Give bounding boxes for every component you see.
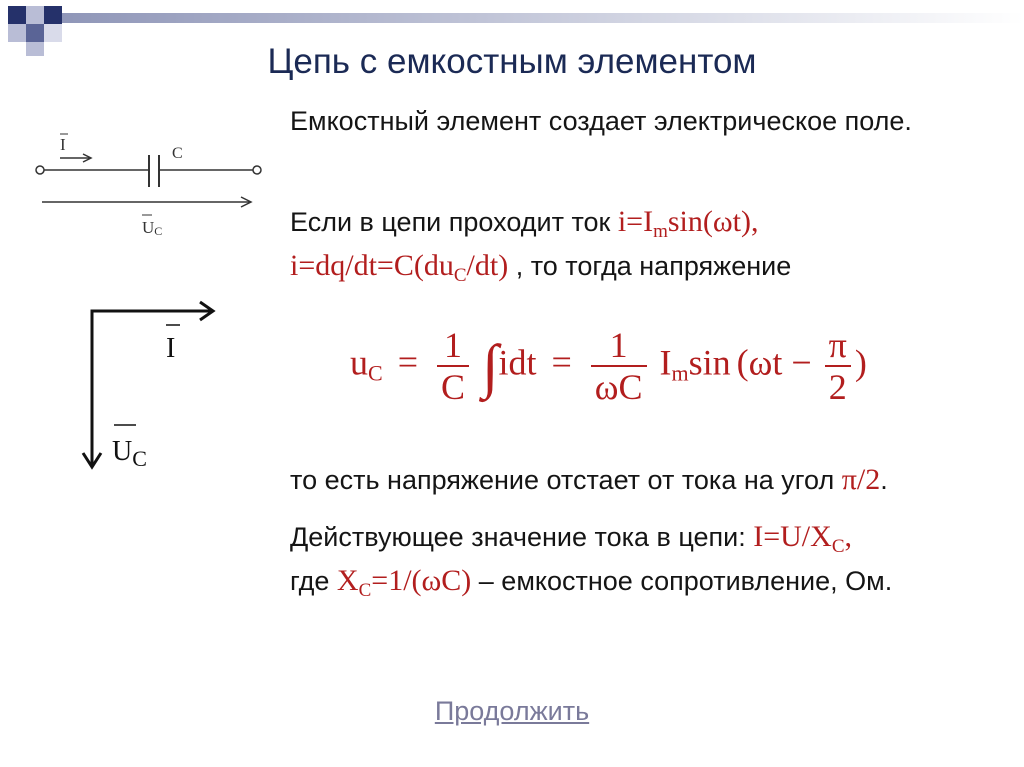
slide-title: Цепь с емкостным элементом <box>267 42 757 81</box>
integral-sign: ∫ <box>482 333 499 399</box>
paragraph-current <box>290 200 990 288</box>
fraction-1-over-c: $\frac{1}{C}$ <box>437 325 469 407</box>
effective-current-formula: $I=U/X_C$, <box>753 520 852 557</box>
continue-link[interactable]: Продолжить <box>434 696 590 726</box>
phasor-voltage-label: $U_C$ <box>112 436 147 471</box>
current-text-b: , то тогда напряжение <box>508 251 792 281</box>
voltage-formula: $u_C$ = $\frac{1}{C}$ ∫idt = $\frac{1}{\omega C}$ $I_m\sin$ (ωt − $\frac{\pi}{2}$ ) <box>350 325 867 407</box>
phase-angle: π/2 <box>841 463 881 496</box>
paragraph-intro <box>290 99 990 143</box>
circuit-diagram <box>28 120 268 240</box>
diagram-current-label: I <box>60 135 66 154</box>
current-text-a: Если в цепи проходит ток <box>290 207 618 237</box>
paragraph-phase: то есть напряжение отстает от тока на угол π/2. <box>290 463 888 496</box>
fraction-1-over-omega-c: $\frac{1}{\omega C}$ <box>591 325 647 407</box>
paragraph-effective-current: Действующее значение тока в цепи: $I=U/X_C$, где $X_C=1/(\omega C)$ – емкостное сопротивление, Ом. <box>290 520 893 601</box>
reactance-formula: $X_C=1/(\omega C)$ <box>336 564 472 601</box>
diagram-capacitor-label: C <box>172 145 183 162</box>
intro-text: Емкостный элемент создает электрическое поле. <box>290 106 912 136</box>
current-formula: $i=I_m\sin(\omega t)$, <box>617 205 759 242</box>
phasor-current-label: I <box>166 333 176 364</box>
charge-formula: $i=dq/dt=C(du_C/dt)$ <box>290 249 509 286</box>
phasor-diagram <box>70 295 230 475</box>
diagram-voltage-label: UC <box>142 218 163 238</box>
fraction-pi-over-2: $\frac{\pi}{2}$ <box>825 325 851 407</box>
